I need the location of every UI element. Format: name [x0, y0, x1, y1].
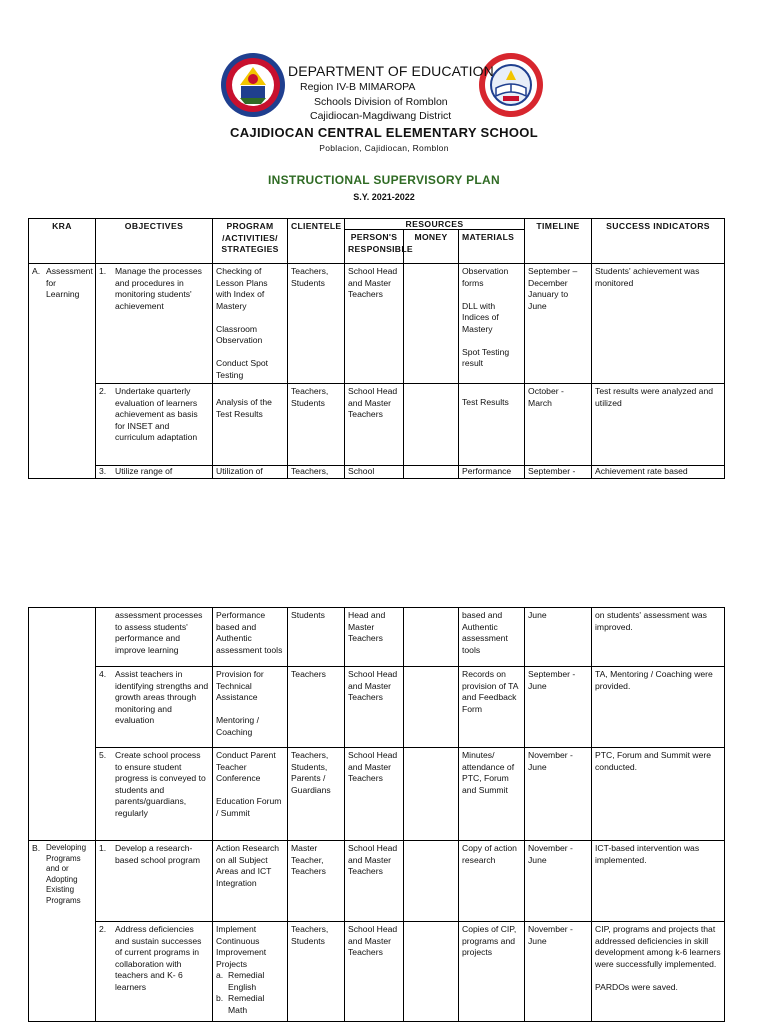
- objective-cell: [96, 384, 213, 466]
- table-row: [29, 264, 725, 384]
- persons-cell: Head and Master Teachers: [345, 608, 404, 667]
- list-item: [216, 970, 284, 993]
- school-address: Poblacion, Cajidiocan, Romblon: [319, 143, 449, 153]
- persons-cell: School Head and Master Teachers: [345, 384, 404, 466]
- col-clientele: CLIENTELE: [288, 219, 345, 264]
- strategy-sublist: [216, 970, 284, 1016]
- money-cell: [404, 384, 459, 466]
- materials-cell: Records on provision of TA and Feedback Form: [459, 667, 525, 748]
- plan-table-page-2: [28, 607, 725, 1022]
- plan-table-page-1: [28, 218, 725, 479]
- success-cell: on students' assessment was improved.: [592, 608, 725, 667]
- money-cell: [404, 264, 459, 384]
- kra-cell: [29, 841, 96, 1022]
- timeline-cell: November - June: [525, 841, 592, 922]
- kra-letter: B.: [32, 843, 41, 853]
- strategy-cell: [213, 748, 288, 841]
- success-cell: ICT-based intervention was implemented.: [592, 841, 725, 922]
- materials-cell: based and Authentic assessment tools: [459, 608, 525, 667]
- money-cell: [404, 748, 459, 841]
- objective-cell: assessment processes to assess students' performance and improve learning: [96, 608, 213, 667]
- clientele-cell: Teachers, Students: [288, 264, 345, 384]
- materials-cell: Performance: [459, 466, 525, 479]
- clientele-cell: Teachers, Students: [288, 384, 345, 466]
- list-marker: b.: [216, 993, 224, 1003]
- table-row: [29, 466, 725, 479]
- clientele-cell: Teachers, Students: [288, 922, 345, 1022]
- col-money: MONEY: [404, 230, 459, 264]
- money-cell: [404, 667, 459, 748]
- success-cell: Students' achievement was monitored: [592, 264, 725, 384]
- persons-cell: School Head and Master Teachers: [345, 748, 404, 841]
- strategy-text: Provision for Technical Assistance: [216, 669, 264, 702]
- persons-cell: School Head and Master Teachers: [345, 667, 404, 748]
- school-name: CAJIDIOCAN CENTRAL ELEMENTARY SCHOOL: [230, 125, 538, 140]
- success-cell: Achievement rate based: [592, 466, 725, 479]
- strategy-cell: [213, 922, 288, 1022]
- kra-cell: [29, 264, 96, 479]
- strategy-cell: Utilization of: [213, 466, 288, 479]
- objective-number: 4.: [99, 669, 107, 679]
- objective-cell: [96, 466, 213, 479]
- col-materials: MATERIALS: [459, 230, 525, 264]
- clientele-cell: Teachers: [288, 667, 345, 748]
- strategy-cell: Performance based and Authentic assessment tools: [213, 608, 288, 667]
- money-cell: [404, 841, 459, 922]
- col-resources: RESOURCES: [345, 219, 525, 230]
- list-marker: a.: [216, 970, 224, 980]
- objective-number: 1.: [99, 843, 107, 853]
- timeline-cell: September – December January to June: [525, 264, 592, 384]
- objective-cell: [96, 922, 213, 1022]
- objective-number: 1.: [99, 266, 107, 276]
- table-row: [29, 748, 725, 841]
- objective-cell: [96, 667, 213, 748]
- objective-number: 5.: [99, 750, 107, 760]
- success-cell: Test results were analyzed and utilized: [592, 384, 725, 466]
- table-row: [29, 922, 725, 1022]
- strategy-text: Education Forum / Summit: [216, 796, 282, 818]
- persons-cell: School Head and Master Teachers: [345, 264, 404, 384]
- school-seal-icon: [478, 52, 544, 118]
- money-cell: [404, 922, 459, 1022]
- materials-cell: Copies of CIP, programs and projects: [459, 922, 525, 1022]
- strategy-cell: [213, 264, 288, 384]
- objective-text: Manage the processes and procedures in monitoring students' achievement: [115, 266, 202, 311]
- strategy-text: Mentoring / Coaching: [216, 715, 259, 737]
- list-item-text: Remedial Math: [228, 993, 265, 1015]
- objective-text: Develop a research-based school program: [115, 843, 201, 865]
- plan-title: INSTRUCTIONAL SUPERVISORY PLAN: [268, 173, 500, 187]
- kra-letter: A.: [32, 266, 41, 276]
- money-cell: [404, 608, 459, 667]
- materials-cell: Minutes/ attendance of PTC, Forum and Summit: [459, 748, 525, 841]
- objective-cell: [96, 264, 213, 384]
- materials-cell: Copy of action research: [459, 841, 525, 922]
- list-item-text: Remedial English: [228, 970, 265, 992]
- kra-cell: [29, 608, 96, 841]
- strategy-cell: [213, 667, 288, 748]
- persons-cell: School: [345, 466, 404, 479]
- table-row: [29, 667, 725, 748]
- strategy-text: Classroom Observation: [216, 323, 263, 345]
- materials-text: Spot Testing result: [462, 346, 510, 368]
- clientele-cell: Teachers,: [288, 466, 345, 479]
- success-text: CIP, programs and projects that addressed deficiencies in skill development among k-6 learners were successfully implemented.: [595, 924, 721, 969]
- materials-text: DLL with Indices of Mastery: [462, 300, 499, 334]
- col-objectives: OBJECTIVES: [96, 219, 213, 264]
- school-year: S.Y. 2021-2022: [353, 192, 415, 202]
- col-kra: KRA: [29, 219, 96, 264]
- materials-cell: [459, 264, 525, 384]
- table-row: [29, 384, 725, 466]
- objective-cell: [96, 748, 213, 841]
- persons-cell: School Head and Master Teachers: [345, 841, 404, 922]
- list-item: [216, 993, 284, 1016]
- clientele-cell: Master Teacher, Teachers: [288, 841, 345, 922]
- materials-text: Observation forms: [462, 266, 509, 288]
- timeline-cell: September - June: [525, 667, 592, 748]
- timeline-cell: June: [525, 608, 592, 667]
- success-cell: [592, 922, 725, 1022]
- objective-cell: [96, 841, 213, 922]
- persons-cell: School Head and Master Teachers: [345, 922, 404, 1022]
- department-name: DEPARTMENT OF EDUCATION: [288, 63, 494, 79]
- region-name: Region IV-B MIMAROPA: [300, 81, 416, 93]
- objective-number: 2.: [99, 924, 107, 934]
- kra-text: Assessment for Learning: [46, 266, 93, 299]
- timeline-cell: November - June: [525, 922, 592, 1022]
- success-cell: PTC, Forum and Summit were conducted.: [592, 748, 725, 841]
- objective-text: Create school process to ensure student progress is conveyed to students and parents/guardians, regularly: [115, 750, 206, 818]
- col-persons: PERSON'S RESPONSIBLE: [345, 230, 404, 264]
- objective-text: Utilize range of: [115, 466, 173, 476]
- kra-text: Developing Programs and or Adopting Existing Programs: [46, 843, 87, 905]
- strategy-cell: Analysis of the Test Results: [213, 384, 288, 466]
- objective-text: Undertake quarterly evaluation of learners achievement as basis for INSET and curriculum adaptation: [115, 386, 198, 442]
- objective-text: Address deficiencies and sustain successes of current programs in collaboration with teachers and K- 6 learners: [115, 924, 202, 992]
- materials-cell: Test Results: [459, 384, 525, 466]
- table-row: [29, 608, 725, 667]
- table-row: [29, 841, 725, 922]
- strategy-cell: Action Research on all Subject Areas and ICT Integration: [213, 841, 288, 922]
- timeline-cell: September -: [525, 466, 592, 479]
- district-name: Cajidiocan-Magdiwang District: [310, 110, 452, 122]
- clientele-cell: Students: [288, 608, 345, 667]
- col-timeline: TIMELINE: [525, 219, 592, 264]
- col-strategies: PROGRAM /ACTIVITIES/ STRATEGIES: [213, 219, 288, 264]
- objective-number: 3.: [99, 466, 107, 476]
- col-success: SUCCESS INDICATORS: [592, 219, 725, 264]
- clientele-cell: Teachers, Students, Parents / Guardians: [288, 748, 345, 841]
- strategy-text: Conduct Spot Testing: [216, 358, 269, 380]
- objective-text: Assist teachers in identifying strengths and growth areas through monitoring and evaluation: [115, 669, 209, 725]
- timeline-cell: November - June: [525, 748, 592, 841]
- strategy-text: Conduct Parent Teacher Conference: [216, 750, 276, 783]
- strategy-text: Implement Continuous Improvement Projects: [216, 924, 267, 969]
- strategy-text: Checking of Lesson Plans with Index of Mastery: [216, 266, 268, 311]
- timeline-cell: October - March: [525, 384, 592, 466]
- division-name: Schools Division of Romblon: [314, 96, 448, 108]
- money-cell: [404, 466, 459, 479]
- success-text: PARDOs were saved.: [595, 981, 678, 992]
- objective-number: 2.: [99, 386, 107, 396]
- deped-seal-icon: [220, 52, 286, 118]
- success-cell: TA, Mentoring / Coaching were provided.: [592, 667, 725, 748]
